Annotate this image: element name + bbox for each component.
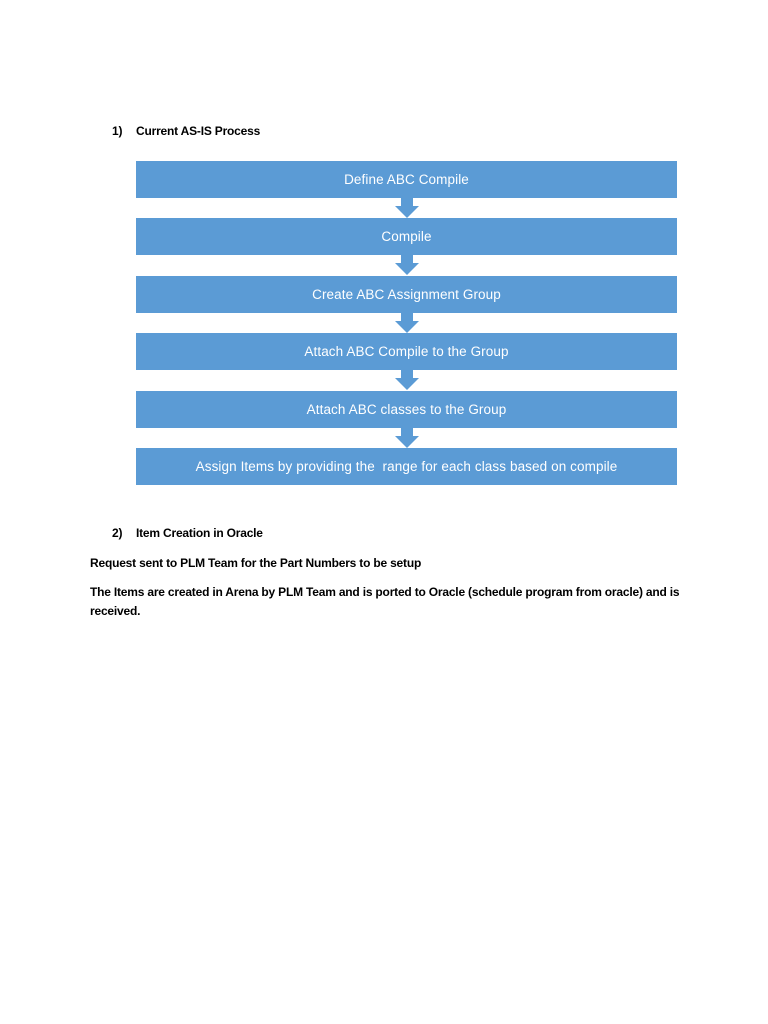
down-arrow-icon	[395, 254, 419, 275]
flow-step-create-group: Create ABC Assignment Group	[136, 276, 677, 313]
section-2-title: Item Creation in Oracle	[136, 526, 263, 540]
section-1-number: 1)	[112, 124, 123, 138]
down-arrow-icon	[395, 197, 419, 218]
request-paragraph: Request sent to PLM Team for the Part Numbers to be setup	[90, 556, 422, 570]
flow-step-attach-classes: Attach ABC classes to the Group	[136, 391, 677, 428]
flow-step-assign-items: Assign Items by providing the range for each class based on compile	[136, 448, 677, 485]
section-2-heading	[112, 526, 263, 540]
section-1-title: Current AS-IS Process	[136, 124, 261, 138]
section-2-number: 2)	[112, 526, 123, 540]
flow-step-define-compile: Define ABC Compile	[136, 161, 677, 198]
down-arrow-icon	[395, 312, 419, 333]
down-arrow-icon	[395, 369, 419, 390]
down-arrow-icon	[395, 427, 419, 448]
flow-step-attach-compile: Attach ABC Compile to the Group	[136, 333, 677, 370]
section-1-heading	[112, 124, 260, 138]
items-paragraph: The Items are created in Arena by PLM Team and is ported to Oracle (schedule program from oracle) and is received.	[90, 585, 680, 618]
flow-step-compile: Compile	[136, 218, 677, 255]
